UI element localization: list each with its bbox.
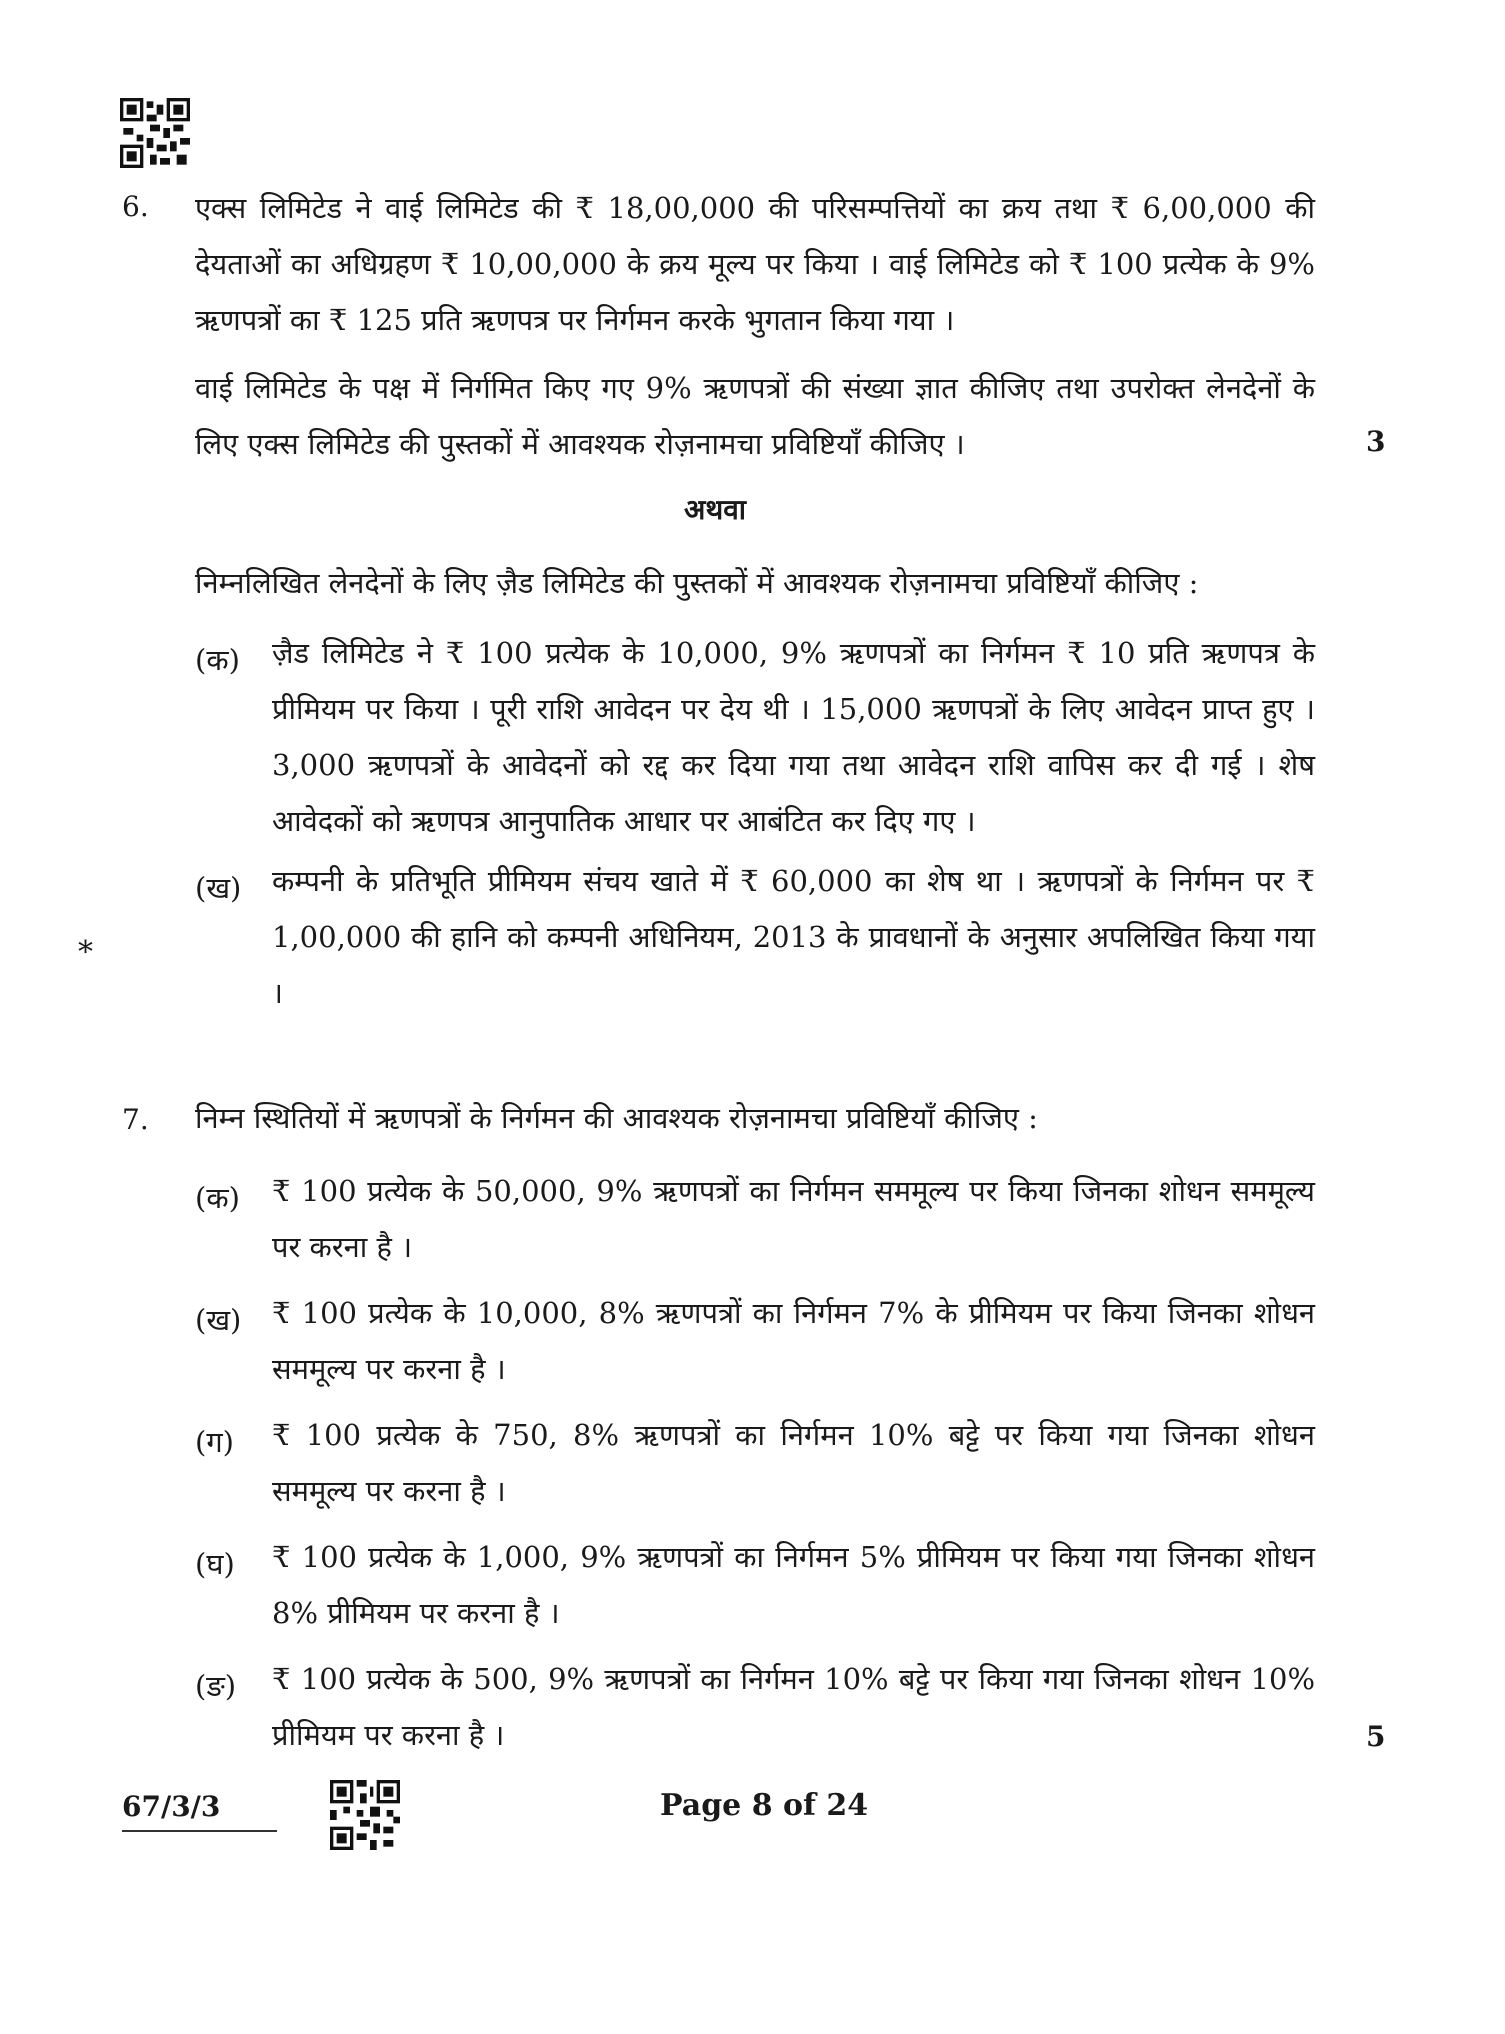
question-7-marks: 5 — [1366, 1720, 1386, 1753]
q7-part-gha-text: ₹ 100 प्रत्येक के 1,000, 9% ऋणपत्रों का निर्गमन 5% प्रीमियम पर किया गया जिनका शोधन 8% प्रीमियम पर करना है । — [272, 1540, 1315, 1630]
question-6-task: वाई लिमिटेड के पक्ष में निर्गमित किए गए 9% ऋणपत्रों की संख्या ज्ञात कीजिए तथा उपरोक्त लेनदेनों के लिए एक्स लिमिटेड की पुस्तकों में आवश्यक रोज़नामचा प्रविष्टियाँ कीजिए । — [195, 371, 1315, 461]
paper-code-underline — [122, 1830, 277, 1832]
or-intro: निम्नलिखित लेनदेनों के लिए ज़ैड लिमिटेड की पुस्तकों में आवश्यक रोज़नामचा प्रविष्टियाँ कीजिए : — [195, 566, 1199, 600]
q6-part-kha-label: (ख) — [195, 871, 242, 905]
q7-part-gha-label: (घ) — [195, 1547, 235, 1581]
q7-part-ka-text: ₹ 100 प्रत्येक के 50,000, 9% ऋणपत्रों का निर्गमन सममूल्य पर किया जिनका शोधन सममूल्य पर करना है । — [272, 1174, 1315, 1264]
question-6-text: एक्स लिमिटेड ने वाई लिमिटेड की ₹ 18,00,000 की परिसम्पत्तियों का क्रय तथा ₹ 6,00,000 की देयताओं का अधिग्रहण ₹ 10,00,000 के क्रय मूल्य पर किया । वाई लिमिटेड को ₹ 100 प्रत्येक के 9% ऋणपत्रों का ₹ 125 प्रति ऋणपत्र पर निर्गमन करके भुगतान किया गया । — [195, 191, 1315, 337]
qr-code-top — [120, 98, 190, 168]
q6-part-ka-label: (क) — [195, 643, 240, 677]
q7-part-ga-text: ₹ 100 प्रत्येक के 750, 8% ऋणपत्रों का निर्गमन 10% बट्टे पर किया गया जिनका शोधन सममूल्य पर करना है । — [272, 1418, 1315, 1508]
question-7-number: 7. — [122, 1103, 149, 1136]
q6-part-ka-text: ज़ैड लिमिटेड ने ₹ 100 प्रत्येक के 10,000, 9% ऋणपत्रों का निर्गमन ₹ 10 प्रति ऋणपत्र के प्रीमियम पर किया । पूरी राशि आवेदन पर देय थी । 15,000 ऋणपत्रों के लिए आवेदन प्राप्त हुए । 3,000 ऋणपत्रों के आवेदनों को रद्द कर दिया गया तथा आवेदन राशि वापिस कर दी गई । शेष आवेदकों को ऋणपत्र आनुपातिक आधार पर आबंटित कर दिए गए । — [272, 636, 1315, 838]
q7-part-nga-text: ₹ 100 प्रत्येक के 500, 9% ऋणपत्रों का निर्गमन 10% बट्टे पर किया गया जिनका शोधन 10% प्रीमियम पर करना है । — [272, 1662, 1315, 1752]
q7-part-nga-label: (ङ) — [195, 1669, 237, 1703]
q7-part-ka-label: (क) — [195, 1181, 240, 1215]
q7-part-ga-label: (ग) — [195, 1425, 234, 1459]
or-separator: अथवा — [683, 493, 747, 526]
qr-code-bottom — [330, 1780, 400, 1850]
q7-part-kha-text: ₹ 100 प्रत्येक के 10,000, 8% ऋणपत्रों का निर्गमन 7% के प्रीमियम पर किया जिनका शोधन सममूल्य पर करना है । — [272, 1296, 1315, 1386]
q7-part-kha-label: (ख) — [195, 1303, 242, 1337]
q6-part-kha-text: कम्पनी के प्रतिभूति प्रीमियम संचय खाते में ₹ 60,000 का शेष था । ऋणपत्रों के निर्गमन पर ₹ 1,00,000 की हानि को कम्पनी अधिनियम, 2013 के प्रावधानों के अनुसार अपलिखित किया गया । — [272, 864, 1315, 1010]
question-7-intro: निम्न स्थितियों में ऋणपत्रों के निर्गमन की आवश्यक रोज़नामचा प्रविष्टियाँ कीजिए : — [195, 1101, 1038, 1135]
margin-asterisk: * — [78, 935, 93, 970]
question-6-number: 6. — [122, 190, 149, 223]
page-number: Page 8 of 24 — [660, 1788, 869, 1823]
paper-code: 67/3/3 — [122, 1790, 221, 1823]
question-6-marks: 3 — [1366, 425, 1386, 458]
